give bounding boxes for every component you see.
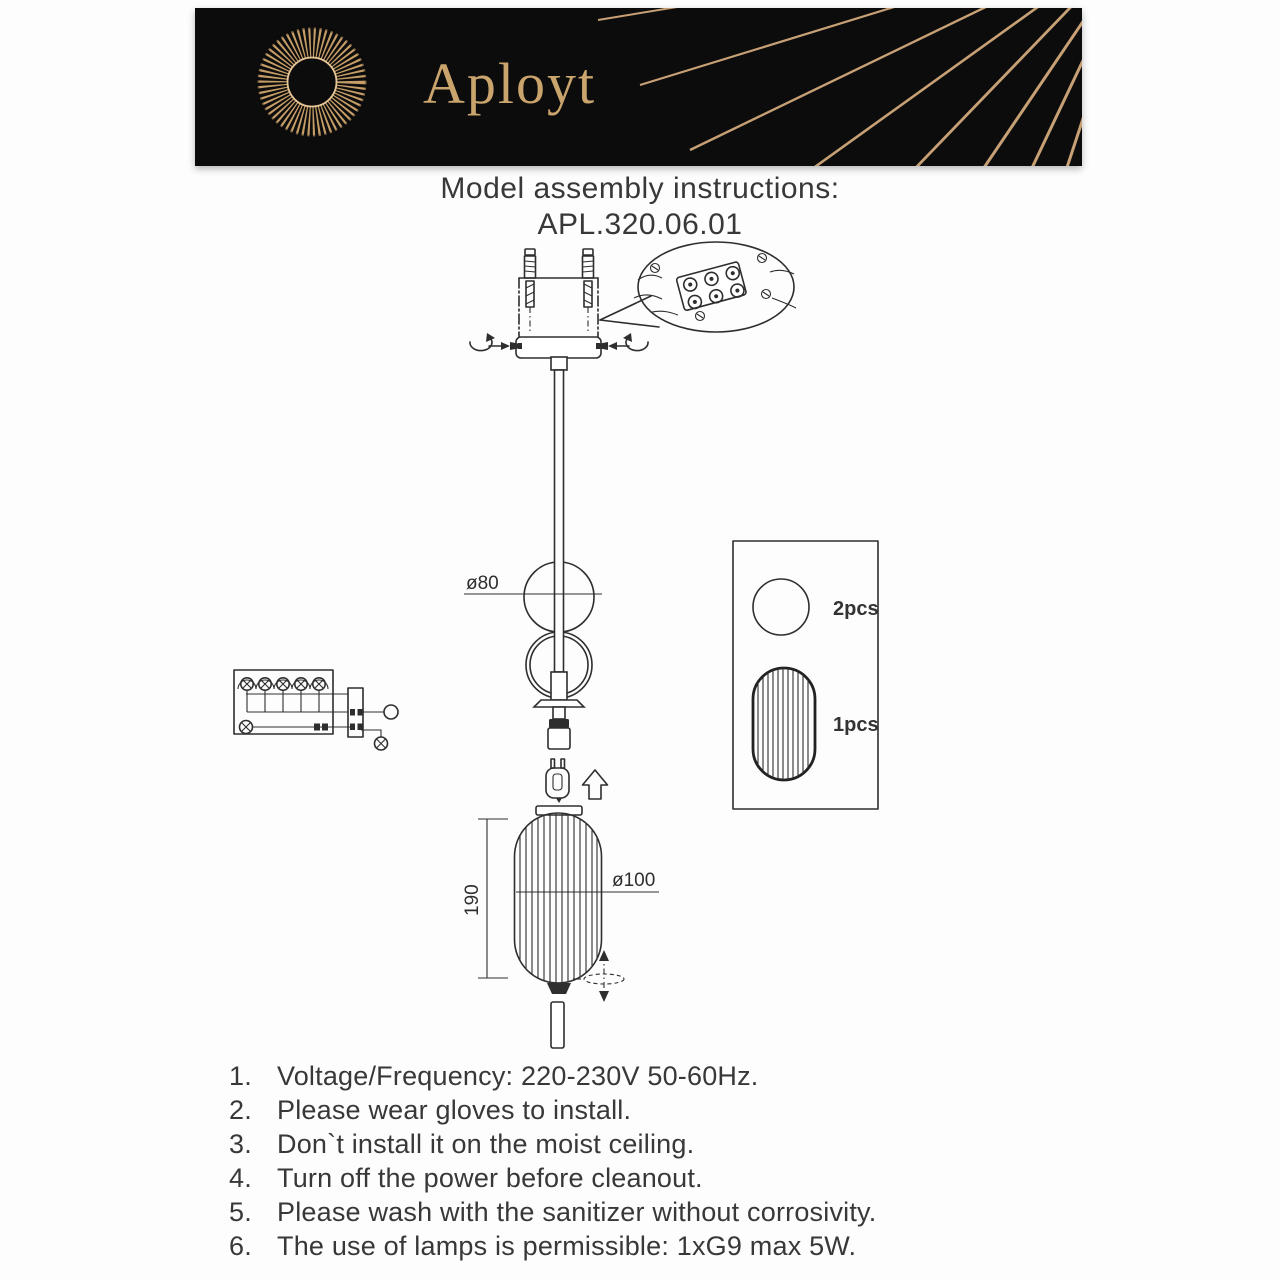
ceiling-mount-drawing [516, 249, 601, 370]
dim-ball-diameter: ø80 [466, 573, 499, 594]
parts-qty-shade: 1pcs [833, 714, 879, 736]
sunburst-icon [257, 27, 367, 137]
parts-qty-ball: 2pcs [833, 598, 879, 620]
page-title: Model assembly instructions: [440, 172, 840, 205]
instruction-number: 6. [229, 1231, 252, 1261]
screw-anchor-icon [583, 249, 594, 334]
instruction-text: The use of lamps is permissible: 1xG9 max 5W. [277, 1231, 857, 1261]
lamp-symbol-icon [375, 737, 388, 750]
up-arrow-icon [583, 770, 608, 799]
rotation-arrow-icon [470, 333, 522, 351]
model-number: APL.320.06.01 [537, 208, 743, 241]
instruction-number: 4. [229, 1163, 252, 1193]
screw-anchor-icon [525, 249, 536, 334]
ribbed-shade-drawing [462, 806, 659, 994]
instruction-item [229, 1093, 1079, 1127]
instruction-text: Please wash with the sanitizer without corrosivity. [277, 1197, 877, 1227]
lamp-symbol-icon [238, 678, 256, 712]
lamp-symbol-icon [240, 721, 253, 734]
g9-bulb-icon [546, 759, 569, 803]
brand-wordmark: Aployt [423, 51, 597, 116]
lamp-socket-drawing [534, 700, 584, 749]
brand-header [195, 8, 1082, 166]
header-decor [195, 8, 1082, 166]
rotation-arrow-icon [596, 333, 648, 351]
instruction-list [229, 1059, 1079, 1263]
glass-ball-and-ring [464, 370, 602, 700]
assembly-diagram [180, 240, 1100, 1060]
instruction-text: Don`t install it on the moist ceiling. [277, 1129, 695, 1159]
terminal-block-callout [600, 242, 796, 332]
wiring-schematic [234, 670, 398, 750]
dim-shade-height: 190 [462, 884, 483, 916]
instruction-number: 3. [229, 1129, 252, 1159]
instruction-item [229, 1161, 1079, 1195]
instruction-text: Voltage/Frequency: 220-230V 50-60Hz. [277, 1061, 759, 1091]
instruction-text: Please wear gloves to install. [277, 1095, 632, 1125]
lamp-symbol-icon [292, 678, 310, 712]
instruction-item [229, 1127, 1079, 1161]
lamp-symbol-icon [256, 678, 274, 712]
part-glass-ball-icon [753, 579, 809, 635]
instruction-number: 5. [229, 1197, 252, 1227]
lamp-symbol-icon [274, 678, 292, 712]
instruction-text: Turn off the power before cleanout. [277, 1163, 703, 1193]
lamp-symbol-icon [310, 678, 328, 712]
rays-icon [598, 8, 1082, 166]
part-ribbed-shade-icon [753, 668, 815, 780]
instruction-number: 1. [229, 1061, 252, 1091]
parts-inventory-box [733, 541, 879, 809]
instruction-item [229, 1195, 1079, 1229]
instruction-item [229, 1229, 1079, 1263]
title-block [0, 172, 1280, 242]
bottom-rod-drawing [551, 1002, 564, 1048]
instruction-item [229, 1059, 1079, 1093]
dim-shade-diameter: ø100 [612, 870, 656, 891]
instruction-number: 2. [229, 1095, 252, 1125]
